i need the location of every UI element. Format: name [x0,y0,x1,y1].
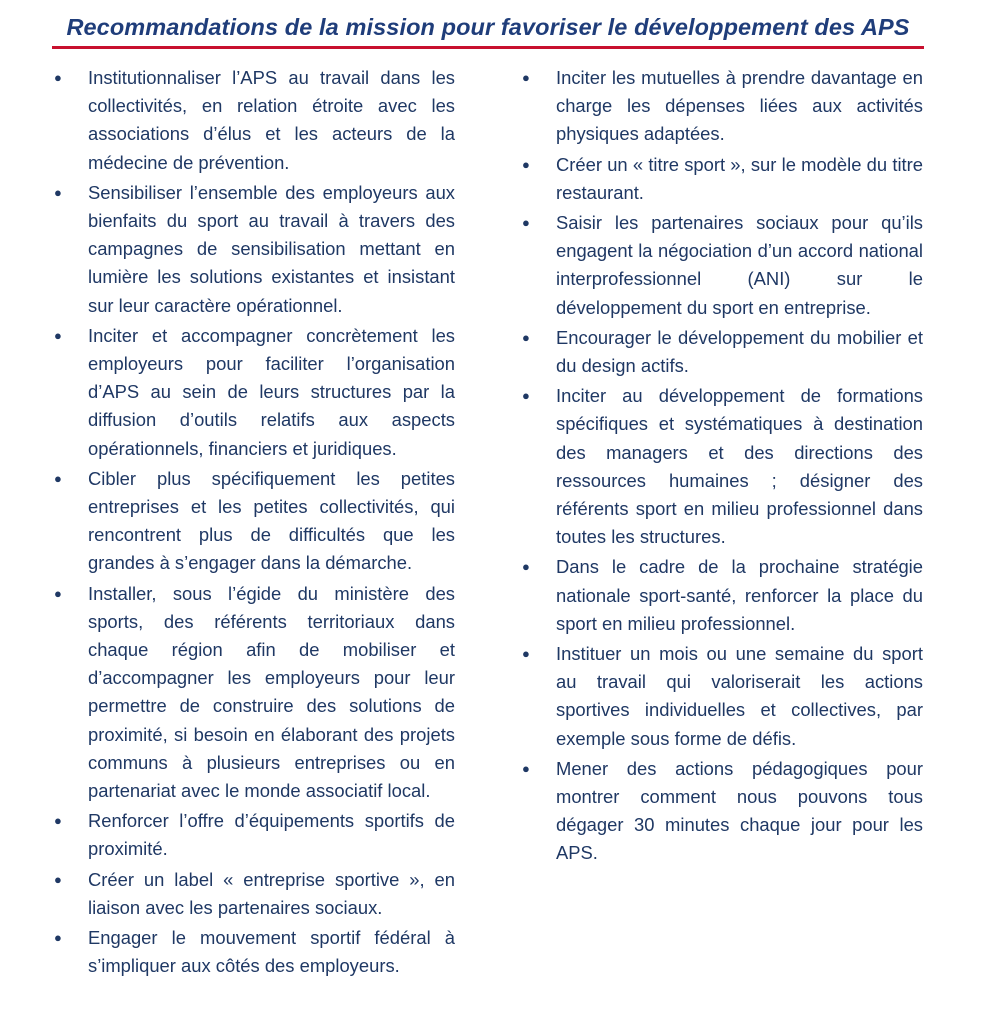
list-item-text: Mener des actions pédagogiques pour montrer comment nous pouvons tous dégager 30 minutes chaque jour pour les APS. [556,757,923,864]
bullet-icon: ● [522,388,530,404]
list-item-text: Engager le mouvement sportif fédéral à s’impliquer aux côtés des employeurs. [88,927,455,977]
bullet-icon: ● [54,327,62,343]
bullet-icon: ● [54,70,62,85]
list-item-text: Renforcer l’offre d’équipements sportifs de proximité. [88,810,455,860]
list-item-text: Installer, sous l’égide du ministère des sports, des référents territoriaux dans chaque région afin de mobiliser et d’accompagner les employeurs pour leur permettre de construire des solutions de proximité, si besoin en élaborant des projets communs à plusieurs entreprises ou en partenariat avec le monde associatif local. [88,582,455,802]
recommendations-right-column [518,64,923,870]
title-underline [52,46,924,49]
list-item [518,324,923,380]
list-item-text: Encourager le développement du mobilier et du design actifs. [556,326,923,377]
bullet-icon: ● [54,470,62,486]
bullet-icon: ● [522,329,530,345]
list-item-text: Inciter au développement de formations spécifiques et systématiques à destination des managers et des directions des ressources humaines ; désigner des référents sport en milieu professionnel dans toutes les structures. [556,385,923,548]
bullet-icon: ● [54,813,62,829]
list-item-text: Inciter et accompagner concrètement les employeurs pour faciliter l’organisation d’APS au sein de leurs structures par la diffusion d’outils relatifs aux aspects opérationnels, financiers et juridiques. [88,324,455,459]
list-item [50,924,455,980]
list-item [50,465,455,578]
list-item [50,179,455,320]
bullet-icon: ● [522,156,530,172]
bullet-icon: ● [54,930,62,946]
list-item [518,382,923,551]
list-item [50,64,455,177]
list-item [50,580,455,806]
list-item [518,209,923,322]
bullet-icon: ● [522,760,530,776]
list-item-text: Instituer un mois ou une semaine du sport au travail qui valoriserait les actions sportives individuelles et collectives, par exemple sous forme de défis. [556,643,923,749]
list-item-text: Dans le cadre de la prochaine stratégie nationale sport-santé, renforcer la place du sport en milieu professionnel. [556,556,923,634]
bullet-icon: ● [522,646,530,662]
list-item-text: Saisir les partenaires sociaux pour qu’ils engagent la négociation d’un accord national interprofessionnel (ANI) sur le développement du sport en entreprise. [556,212,923,318]
list-item-text: Inciter les mutuelles à prendre davantage en charge les dépenses liées aux activités physiques adaptées. [556,67,923,145]
list-item [518,553,923,638]
list-item [50,866,455,922]
list-item-text: Créer un label « entreprise sportive », en liaison avec les partenaires sociaux. [88,868,455,918]
list-item [518,640,923,753]
bullet-icon: ● [522,215,530,231]
list-item-text: Créer un « titre sport », sur le modèle du titre restaurant. [556,153,923,203]
list-item-text: Institutionnaliser l’APS au travail dans les collectivités, en relation étroite avec les associations d’élus et les acteurs de la médecine de prévention. [88,67,455,173]
list-item-text: Sensibiliser l’ensemble des employeurs aux bienfaits du sport au travail à travers des campagnes de sensibilisation mettant en lumière les solutions existantes et insistant sur leur caractère opérationnel. [88,181,455,316]
list-item-text: Cibler plus spécifiquement les petites entreprises et les petites collectivités, qui rencontrent plus de difficultés que les grandes à s’engager dans la démarche. [88,467,455,574]
bullet-icon: ● [54,871,62,887]
page-title: Recommandations de la mission pour favoriser le développement des APS [66,14,910,40]
list-item [518,755,923,868]
list-item [518,151,923,207]
list-item [518,64,923,149]
recommendations-left-column [50,64,455,983]
list-item [50,322,455,463]
bullet-icon: ● [522,559,530,575]
list-item [50,807,455,863]
bullet-icon: ● [522,70,530,85]
bullet-icon: ● [54,585,62,601]
bullet-icon: ● [54,184,62,200]
